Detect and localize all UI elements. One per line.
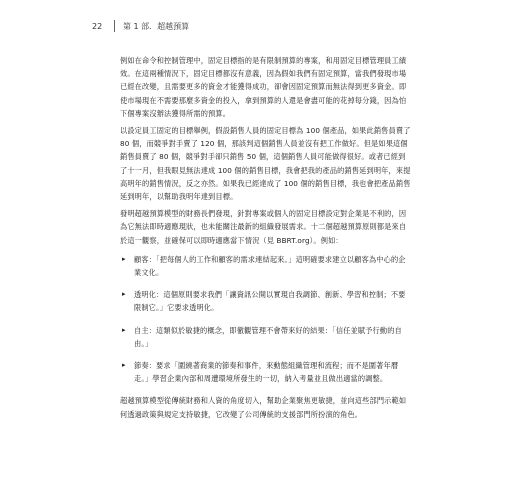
list-item-text: 節奏：要求「圍繞著商業的節奏和事件，來動態組織管理和流程；而不是圍著年曆走。」學習企業內部和周遭環境所發生的一切，納入考量並且做出適當的調整。 — [134, 361, 399, 384]
paragraph: 例如在命令和控制管理中，固定目標指的是有限制預算的專案，和用固定目標管理員工績效。在這兩種情況下，固定目標都沒有意義，因為假如我們有固定預算，當我們發現市場已經在改變，且需要更多的資金才能獲得成功，卻會因固定預算而無法得到更多資金。即使市場現在不需要那麼多資金的投入，拿到預算的人還是會盡可能的花掉每分錢，因為怕下個專案沒辦法獲得所需的預算。 — [120, 56, 407, 118]
bullet-arrow-icon: ▸ — [122, 254, 126, 263]
bullet-arrow-icon: ▸ — [122, 325, 126, 334]
bullet-arrow-icon: ▸ — [122, 290, 126, 299]
paragraph: 超越預算模型從傳統財務和人資的角度切入，幫助企業聚焦更敏捷，並向這些部門示範如何透過政策與規定支持敏捷，它改變了公司傳統的支援部門所扮演的角色。 — [120, 396, 407, 419]
list-item-text: 顧客：「把每個人的工作和顧客的需求連結起來。」這明確要求建立以顧客為中心的企業文化。 — [134, 254, 406, 278]
body-text — [120, 54, 412, 425]
list-item — [120, 359, 412, 385]
bullet-arrow-icon: ▸ — [122, 361, 126, 370]
page-number: 22 — [92, 21, 103, 31]
principle-list — [120, 253, 412, 386]
list-item-text: 自主：這類似於敏捷的概念，即徹觀管理不會帶來好的結果：「信任並賦予行動的自由。」 — [134, 325, 402, 348]
header-divider — [114, 20, 115, 32]
paragraph: 發明超越預算模型的財務長們發現，針對專案或個人的固定目標設定對企業是不利的，因為它無法即時適應現狀，也未能關注最新的組織發展需求。十二個超越預算原則都是來自於這一觀察，並確保可以即時適應當下情況（見 BBRT.org）。例如： — [120, 209, 407, 245]
paragraph: 以設定員工固定的目標舉例，假設銷售人員的固定目標為 100 個產品，如果此銷售員賣了 80 個，而競爭對手賣了 120 個，那該判這個銷售人員並沒有把工作做好。但是如果這個銷售員賣了 80 個，競爭對手卻只銷售 50 個，這個銷售人員可能做得很好。或者已經到了十一月，但我眼見無法達成 100 個的銷售目標，我會把我的產品的銷售延到明年，來提高明年的銷售情況，反之亦然。如果我已經達成了 100 個的銷售目標，我也會把產品銷售延到明年，以幫助我明年達到目標。 — [120, 126, 411, 202]
page-header — [92, 20, 189, 32]
list-item — [120, 288, 412, 314]
list-item — [120, 324, 412, 350]
list-item — [120, 253, 412, 279]
list-item-text: 透明化：這個原則要求我們「讓資訊公開以實現自我調節、創新、學習和控制；不要限制它。」它要求透明化。 — [134, 290, 406, 313]
chapter-title: 第 1 部．超越預算 — [123, 21, 190, 31]
